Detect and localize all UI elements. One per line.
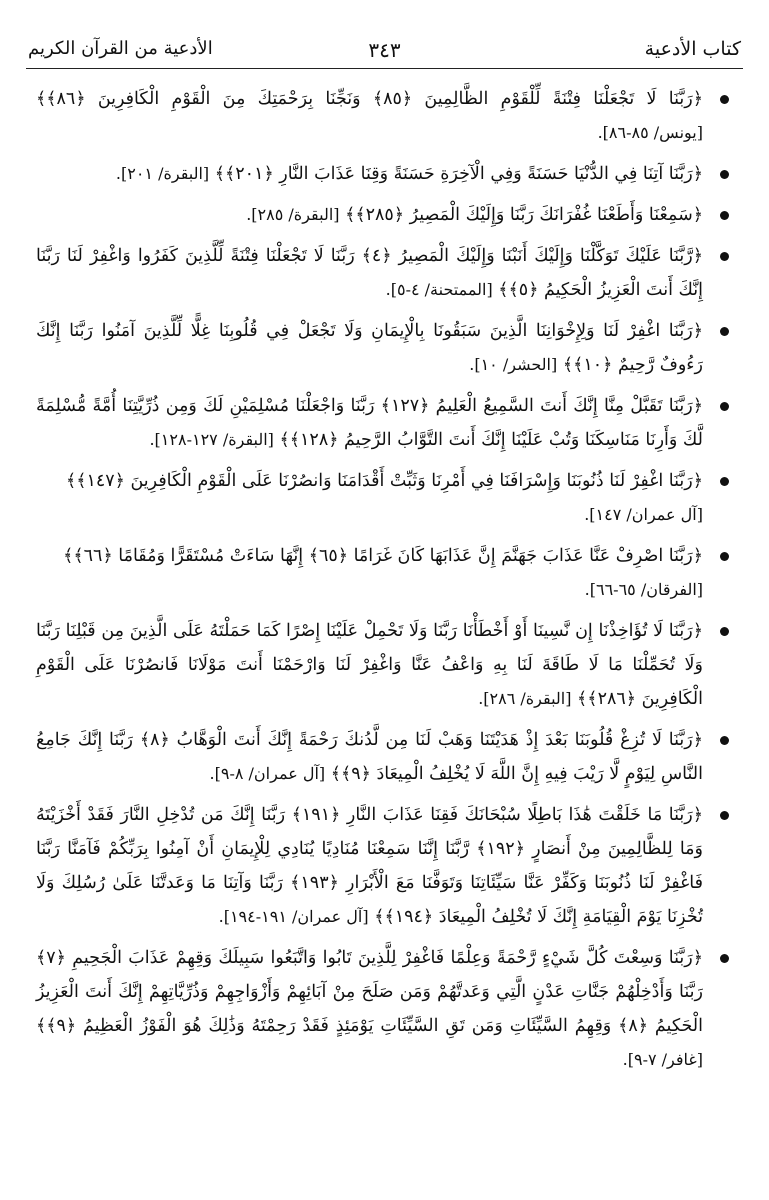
verse-text: ﴿رَبَّنَا آتِنَا فِي الدُّنْيَا حَسَنَةً وَفِي الْآخِرَةِ حَسَنَةً وَقِنَا عَذَابَ النَّارِ ﴿٢٠١﴾﴾ (214, 164, 703, 184)
bullet-icon (720, 211, 729, 220)
prayer-entry-11 (36, 798, 733, 934)
verse-text: ﴿رَبَّنَا اغْفِرْ لَنَا ذُنُوبَنَا وَإِسْرَافَنَا فِي أَمْرِنَا وَثَبِّتْ أَقْدَامَنَا وَانصُرْنَا عَلَى الْقَوْمِ الْكَافِرِينَ ﴿١٤٧﴾﴾ (65, 471, 703, 491)
bullet-icon (720, 954, 729, 963)
verse-text: ﴿رَبَّنَا اصْرِفْ عَنَّا عَذَابَ جَهَنَّمَ إِنَّ عَذَابَهَا كَانَ غَرَامًا ﴿٦٥﴾ إِنَّهَا سَاءَتْ مُسْتَقَرًّا وَمُقَامًا ﴿٦٦﴾﴾ (63, 546, 703, 566)
bullet-icon (720, 252, 729, 261)
verse-text: ﴿رَبَّنَا اغْفِرْ لَنَا وَلِإِخْوَانِنَا الَّذِينَ سَبَقُونَا بِالْإِيمَانِ وَلَا تَجْعَلْ فِي قُلُوبِنَا غِلًّا لِّلَّذِينَ آمَنُوا رَبَّنَا إِنَّكَ رَءُوفٌ رَّحِيمٌ ﴿١٠﴾﴾ (36, 321, 703, 375)
bullet-icon (720, 95, 729, 104)
bullet-icon (720, 402, 729, 411)
bullet-icon (720, 627, 729, 636)
verse-text: ﴿رَبَّنَا وَسِعْتَ كُلَّ شَيْءٍ رَّحْمَةً وَعِلْمًا فَاغْفِرْ لِلَّذِينَ تَابُوا وَاتَّبَعُوا سَبِيلَكَ وَقِهِمْ عَذَابَ الْجَحِيمِ ﴿٧﴾ رَبَّنَا وَأَدْخِلْهُمْ جَنَّاتِ عَدْنٍ الَّتِي وَعَدتَّهُمْ وَمَن صَلَحَ مِنْ آبَائِهِمْ وَأَزْوَاجِهِمْ وَذُرِّيَّاتِهِمْ إِنَّكَ أَنتَ الْعَزِيزُ الْحَكِيمُ ﴿٨﴾ وَقِهِمُ السَّيِّئَاتِ وَمَن تَقِ السَّيِّئَاتِ يَوْمَئِذٍ فَقَدْ رَحِمْتَهُ وَذَٰلِكَ هُوَ الْفَوْزُ الْعَظِيمُ ﴿٩﴾﴾ (36, 948, 703, 1036)
prayer-entry-5 (36, 314, 733, 382)
prayer-entry-8 (36, 539, 733, 607)
verse-reference: [البقرة/ ٢٠١]. (115, 164, 210, 183)
verse-text: ﴿سَمِعْنَا وَأَطَعْنَا غُفْرَانَكَ رَبَّنَا وَإِلَيْكَ الْمَصِيرُ ﴿٢٨٥﴾﴾ (345, 205, 703, 225)
prayer-entry-9 (36, 614, 733, 716)
verse-reference: [غافر/ ٧-٩]. (622, 1050, 703, 1069)
verse-reference: [البقرة/ ١٢٧-١٢٨]. (149, 430, 274, 449)
page-header (28, 38, 741, 64)
verse-text: ﴿رَبَّنَا لَا تُزِغْ قُلُوبَنَا بَعْدَ إِذْ هَدَيْتَنَا وَهَبْ لَنَا مِن لَّدُنكَ رَحْمَةً إِنَّكَ أَنتَ الْوَهَّابُ ﴿٨﴾ رَبَّنَا إِنَّكَ جَامِعُ النَّاسِ لِيَوْمٍ لَّا رَيْبَ فِيهِ إِنَّ اللَّهَ لَا يُخْلِفُ الْمِيعَادَ ﴿٩﴾﴾ (36, 730, 703, 784)
chapter-title: كتاب الأدعية (644, 38, 741, 60)
verse-text: ﴿رَبَّنَا تَقَبَّلْ مِنَّا إِنَّكَ أَنتَ السَّمِيعُ الْعَلِيمُ ﴿١٢٧﴾ رَبَّنَا وَاجْعَلْنَا مُسْلِمَيْنِ لَكَ وَمِن ذُرِّيَّتِنَا أُمَّةً مُّسْلِمَةً لَّكَ وَأَرِنَا مَنَاسِكَنَا وَتُبْ عَلَيْنَا إِنَّكَ أَنتَ التَّوَّابُ الرَّحِيمُ ﴿١٢٨﴾﴾ (36, 396, 703, 450)
bullet-icon (720, 477, 729, 486)
verse-text: ﴿رَبَّنَا لَا تُؤَاخِذْنَا إِن نَّسِينَا أَوْ أَخْطَأْنَا رَبَّنَا وَلَا تَحْمِلْ عَلَيْنَا إِصْرًا كَمَا حَمَلْتَهُ عَلَى الَّذِينَ مِن قَبْلِنَا رَبَّنَا وَلَا تُحَمِّلْنَا مَا لَا طَاقَةَ لَنَا بِهِ وَاعْفُ عَنَّا وَاغْفِرْ لَنَا وَارْحَمْنَا أَنتَ مَوْلَانَا فَانصُرْنَا عَلَى الْقَوْمِ الْكَافِرِينَ ﴿٢٨٦﴾﴾ (36, 621, 703, 709)
prayer-list (36, 82, 733, 1084)
bullet-icon (720, 552, 729, 561)
page-number: ٣٤٣ (368, 38, 401, 62)
section-title: الأدعية من القرآن الكريم (28, 38, 213, 59)
verse-reference: [الفرقان/ ٦٥-٦٦]. (584, 580, 703, 599)
verse-reference: [آل عمران/ ٨-٩]. (209, 764, 326, 783)
verse-text: ﴿رَّبَّنَا عَلَيْكَ تَوَكَّلْنَا وَإِلَيْكَ أَنَبْنَا وَإِلَيْكَ الْمَصِيرُ ﴿٤﴾ رَبَّنَا لَا تَجْعَلْنَا فِتْنَةً لِّلَّذِينَ كَفَرُوا وَاغْفِرْ لَنَا رَبَّنَا إِنَّكَ أَنتَ الْعَزِيزُ الْحَكِيمُ ﴿٥﴾﴾ (36, 246, 703, 300)
verse-reference: [البقرة/ ٢٨٦]. (478, 689, 572, 708)
bullet-icon (720, 327, 729, 336)
verse-reference: [آل عمران/ ١٤٧]. (584, 505, 703, 524)
prayer-entry-2 (36, 157, 733, 191)
prayer-entry-12 (36, 941, 733, 1077)
verse-reference: [البقرة/ ٢٨٥]. (246, 205, 340, 224)
verse-text: ﴿رَبَّنَا مَا خَلَقْتَ هَٰذَا بَاطِلًا سُبْحَانَكَ فَقِنَا عَذَابَ النَّارِ ﴿١٩١﴾ رَبَّنَا إِنَّكَ مَن تُدْخِلِ النَّارَ فَقَدْ أَخْزَيْتَهُ وَمَا لِلظَّالِمِينَ مِنْ أَنصَارٍ ﴿١٩٢﴾ رَّبَّنَا إِنَّنَا سَمِعْنَا مُنَادِيًا يُنَادِي لِلْإِيمَانِ أَنْ آمِنُوا بِرَبِّكُمْ فَآمَنَّا رَبَّنَا فَاغْفِرْ لَنَا ذُنُوبَنَا وَكَفِّرْ عَنَّا سَيِّئَاتِنَا وَتَوَفَّنَا مَعَ الْأَبْرَارِ ﴿١٩٣﴾ رَبَّنَا وَآتِنَا مَا وَعَدتَّنَا عَلَىٰ رُسُلِكَ وَلَا تُخْزِنَا يَوْمَ الْقِيَامَةِ إِنَّكَ لَا تُخْلِفُ الْمِيعَادَ ﴿١٩٤﴾﴾ (36, 805, 704, 927)
header-divider (26, 68, 743, 69)
bullet-icon (720, 811, 729, 820)
bullet-icon (720, 736, 729, 745)
verse-reference: [آل عمران/ ١٩١-١٩٤]. (218, 907, 369, 926)
prayer-entry-3 (36, 198, 733, 232)
verse-reference: [الحشر/ ١٠]. (469, 355, 558, 374)
prayer-entry-7 (36, 464, 733, 532)
verse-reference: [الممتحنة/ ٤-٥]. (385, 280, 493, 299)
prayer-entry-6 (36, 389, 733, 457)
prayer-entry-10 (36, 723, 733, 791)
verse-text: ﴿رَبَّنَا لَا تَجْعَلْنَا فِتْنَةً لِّلْقَوْمِ الظَّالِمِينَ ﴿٨٥﴾ وَنَجِّنَا بِرَحْمَتِكَ مِنَ الْقَوْمِ الْكَافِرِينَ ﴿٨٦﴾﴾ (36, 89, 703, 109)
prayer-entry-1 (36, 82, 733, 150)
verse-reference: [يونس/ ٨٥-٨٦]. (597, 123, 703, 142)
bullet-icon (720, 170, 729, 179)
prayer-entry-4 (36, 239, 733, 307)
